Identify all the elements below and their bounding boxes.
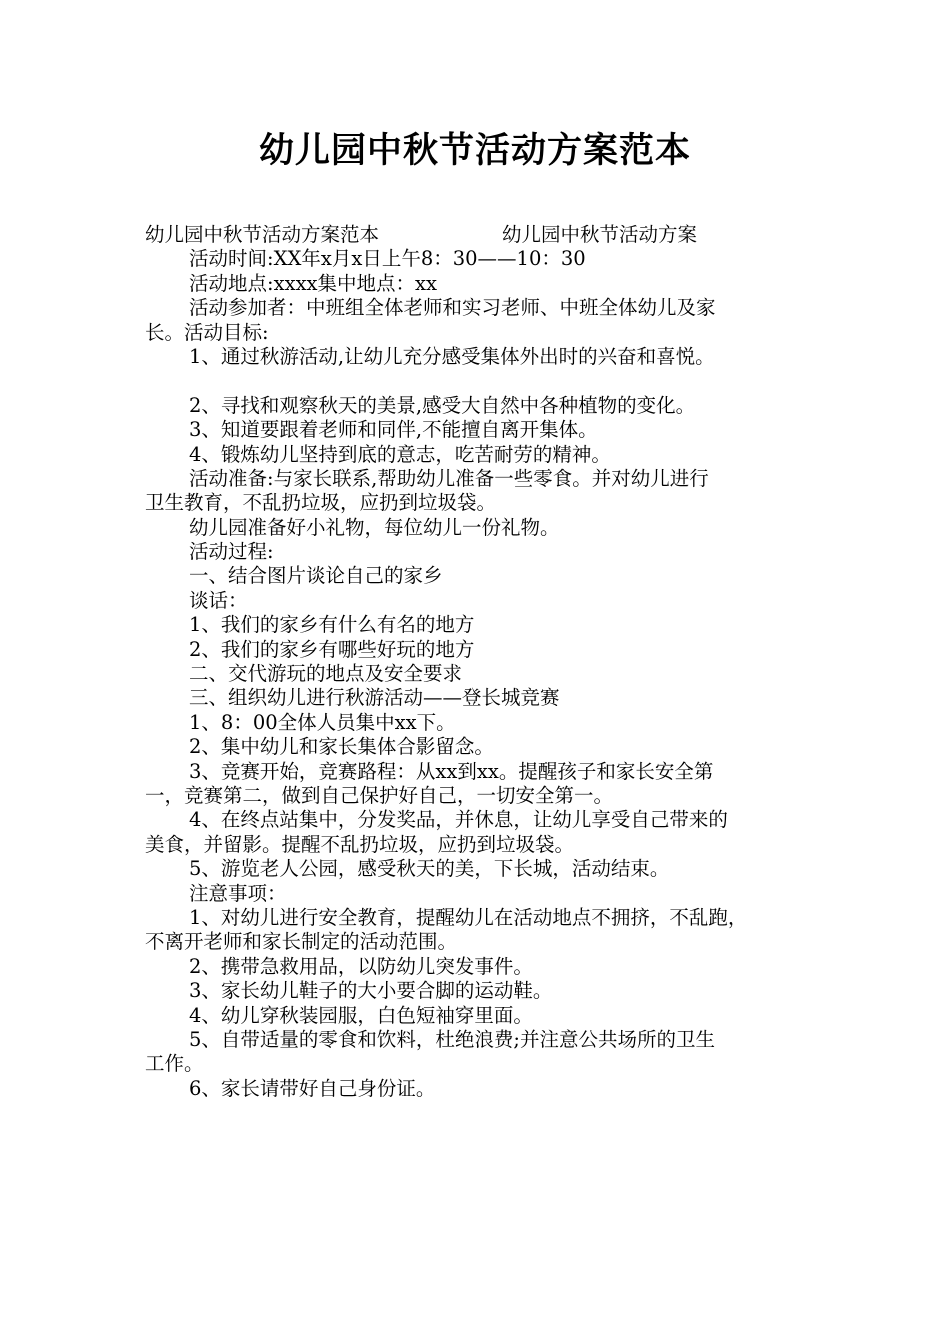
paragraph-line: 幼儿园准备好小礼物，每位幼儿一份礼物。 xyxy=(189,515,560,539)
paragraph-line: 4、在终点站集中，分发奖品，并休息，让幼儿享受自己带来的 xyxy=(189,808,728,832)
paragraph-line: 一，竞赛第二，做到自己保护好自己，一切安全第一。 xyxy=(145,783,614,807)
document-body xyxy=(145,223,825,1101)
paragraph-line: 3、家长幼儿鞋子的大小要合脚的运动鞋。 xyxy=(189,979,553,1003)
paragraph-line: 5、自带适量的零食和饮料，杜绝浪费;并注意公共场所的卫生 xyxy=(189,1027,715,1051)
paragraph-line: 活动参加者：中班组全体老师和实习老师、中班全体幼儿及家 xyxy=(189,296,716,320)
paragraph-line: 2、寻找和观察秋天的美景,感受大自然中各种植物的变化。 xyxy=(189,393,696,417)
paragraph-line: 谈话： xyxy=(189,588,248,612)
paragraph-line: 活动准备:与家长联系,帮助幼儿准备一些零食。并对幼儿进行 xyxy=(189,466,709,490)
paragraph-line: 活动地点:xxxx集中地点：xx xyxy=(189,271,438,295)
paragraph-line: 2、携带急救用品，以防幼儿突发事件。 xyxy=(189,954,533,978)
document-title: 幼儿园中秋节活动方案范本 xyxy=(258,131,691,171)
paragraph-line: 二、交代游玩的地点及安全要求 xyxy=(189,662,463,686)
paragraph-line: 6、家长请带好自己身份证。 xyxy=(189,1076,436,1100)
paragraph-line: 5、游览老人公园，感受秋天的美，下长城，活动结束。 xyxy=(189,857,670,881)
paragraph-line: 1、8：00全体人员集中xx下。 xyxy=(189,710,456,734)
paragraph-line: 4、幼儿穿秋装园服，白色短袖穿里面。 xyxy=(189,1003,533,1027)
paragraph-line: 1、对幼儿进行安全教育，提醒幼儿在活动地点不拥挤，不乱跑， xyxy=(189,905,748,929)
paragraph-line: 活动过程: xyxy=(189,540,274,564)
paragraph-line: 工作。 xyxy=(145,1052,204,1076)
paragraph-line: 2、我们的家乡有哪些好玩的地方 xyxy=(189,637,475,661)
paragraph-line: 美食，并留影。提醒不乱扔垃圾，应扔到垃圾袋。 xyxy=(145,832,575,856)
paragraph-line: 1、我们的家乡有什么有名的地方 xyxy=(189,613,475,637)
paragraph-line: 3、知道要跟着老师和同伴,不能擅自离开集体。 xyxy=(189,418,598,442)
paragraph-line: 活动时间:XX年x月x日上午8：30——10：30 xyxy=(189,247,586,271)
header-line xyxy=(145,223,825,247)
paragraph-line: 4、锻炼幼儿坚持到底的意志，吃苦耐劳的精神。 xyxy=(189,442,611,466)
paragraph-line: 一、结合图片谈论自己的家乡 xyxy=(189,564,443,588)
header-left-text: 幼儿园中秋节活动方案范本 xyxy=(145,223,380,246)
paragraph-line: 长。活动目标: xyxy=(145,320,269,344)
paragraph-line: 注意事项： xyxy=(189,881,287,905)
paragraph-line: 1、通过秋游活动,让幼儿充分感受集体外出时的兴奋和喜悦。 xyxy=(189,344,715,368)
blank-line xyxy=(145,369,825,393)
paragraph-line: 三、组织幼儿进行秋游活动——登长城竞赛 xyxy=(189,686,560,710)
paragraph-line: 2、集中幼儿和家长集体合影留念。 xyxy=(189,735,494,759)
paragraph-line: 不离开老师和家长制定的活动范围。 xyxy=(145,930,458,954)
header-right-text: 幼儿园中秋节活动方案 xyxy=(502,223,698,246)
paragraph-line: 卫生教育，不乱扔垃圾，应扔到垃圾袋。 xyxy=(145,491,497,515)
paragraph-line: 3、竞赛开始，竞赛路程：从xx到xx。提醒孩子和家长安全第 xyxy=(189,759,714,783)
